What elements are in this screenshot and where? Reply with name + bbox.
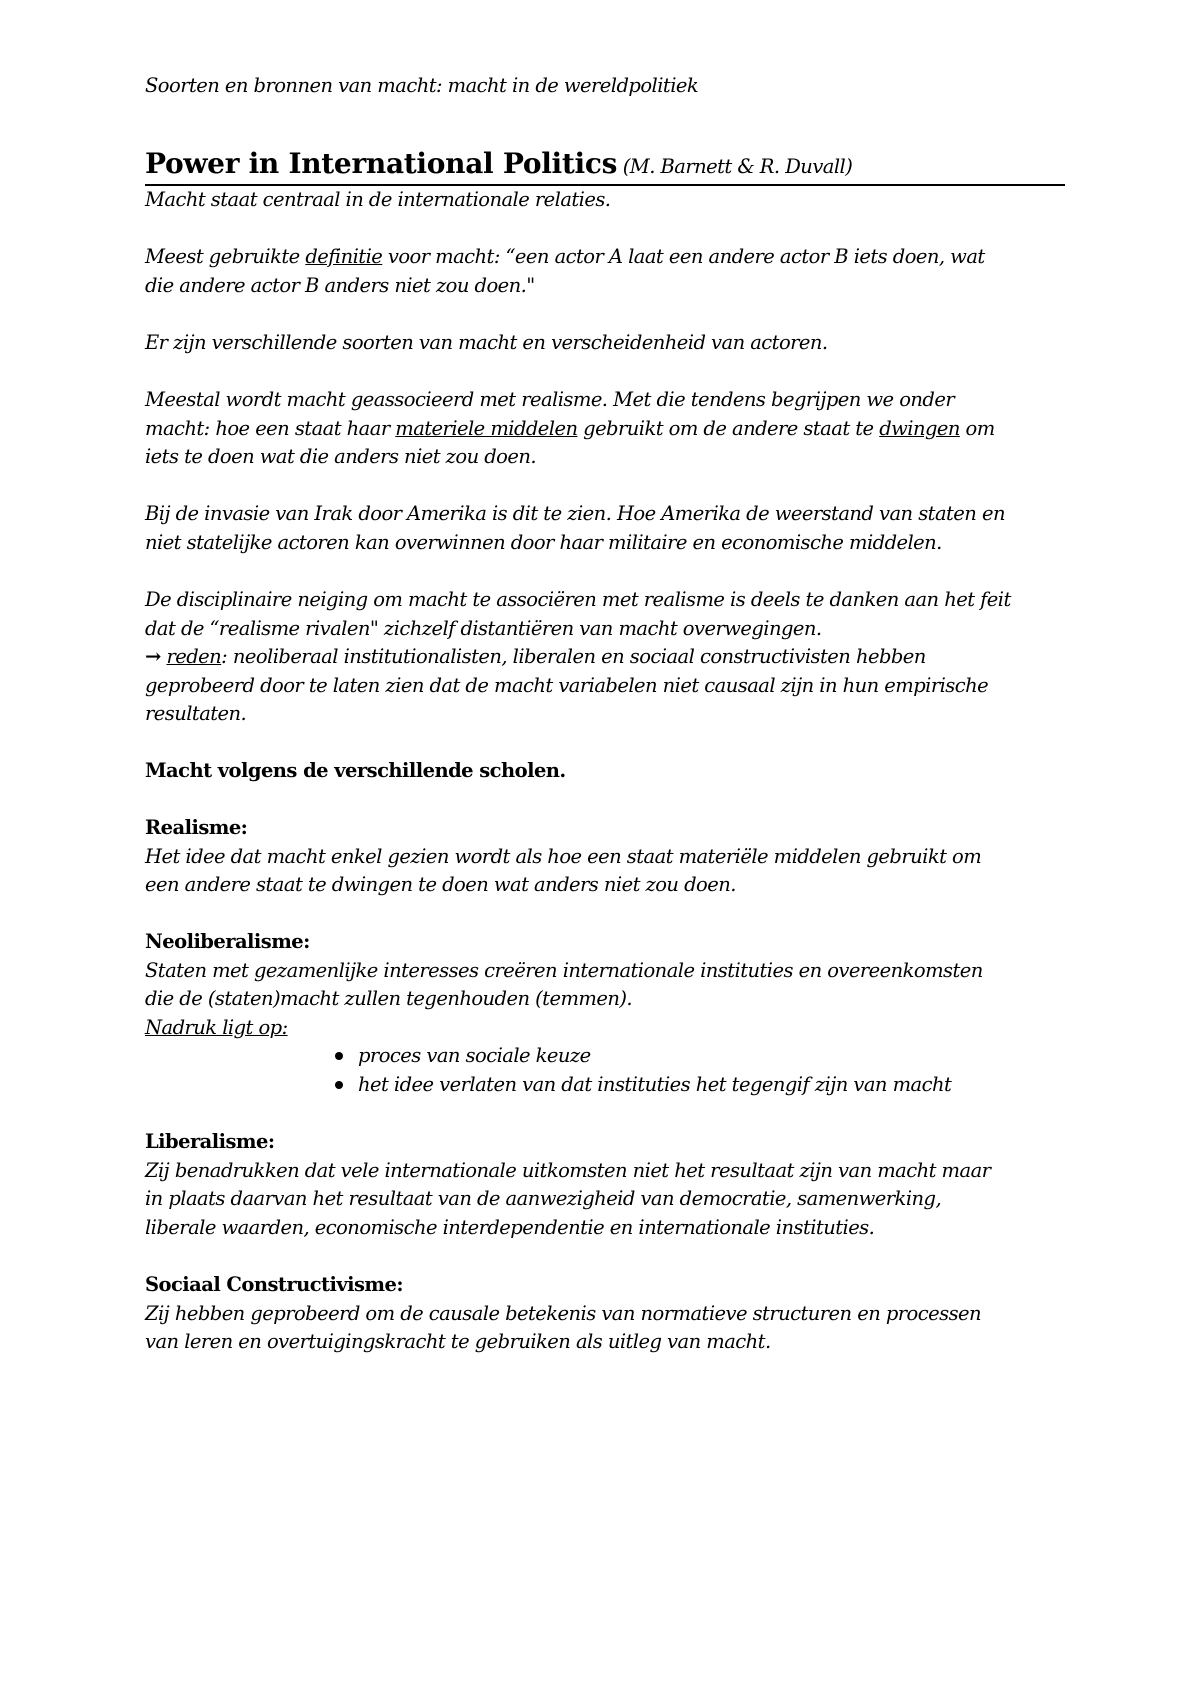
neoliberalism-line-1: Staten met gezamenlijke interesses creëren internationale instituties en overeenkomsten	[145, 958, 983, 982]
irak-line-1: Bij de invasie van Irak door Amerika is dit te zien. Hoe Amerika de weerstand van staten en	[145, 502, 1005, 525]
document-title	[145, 146, 1065, 186]
neoliberalism-line-2: die de (staten)macht zullen tegenhouden (temmen).	[145, 987, 633, 1011]
emphasis-label: Nadruk ligt op:	[145, 1015, 288, 1039]
arrow-icon: →	[145, 645, 161, 669]
discipline-line-1: De disciplinaire neiging om macht te associëren met realisme is deels te danken aan het feit	[145, 588, 1011, 611]
definition-paragraph	[145, 243, 1065, 300]
neoliberalism-bullet-list	[330, 1042, 1070, 1099]
neoliberalism-heading: Neoliberalisme:	[145, 930, 310, 953]
bullet-text: proces van sociale keuze	[358, 1044, 591, 1067]
liberalism-line-2: in plaats daarvan het resultaat van de aanwezigheid van democratie, samenwerking,	[145, 1187, 942, 1211]
title-authors: (M. Barnett & R. Duvall)	[622, 155, 853, 178]
liberalism-heading: Liberalisme:	[145, 1130, 275, 1153]
liberalism-line-3: liberale waarden, economische interdependentie en internationale instituties.	[145, 1215, 875, 1239]
discipline-line-3	[145, 643, 1065, 672]
constructivism-line-2: van leren en overtuigingskracht te gebruiken als uitleg van macht.	[145, 1330, 771, 1354]
realism-assoc-line-2a: macht: hoe een staat haar	[145, 416, 396, 440]
underlined-term-material: materiele middelen	[395, 416, 578, 440]
running-header: Soorten en bronnen van macht: macht in de wereldpolitiek	[145, 74, 699, 97]
section-realism	[145, 814, 1065, 900]
discipline-line-2: dat de “realisme rivalen" zichzelf distantiëren van macht overwegingen.	[145, 616, 822, 640]
definition-line-1-rest: voor macht: “een actor A laat een andere actor B iets doen, wat	[382, 245, 985, 268]
intro-text: Macht staat centraal in de internationale relaties.	[145, 188, 611, 211]
discipline-paragraph	[145, 586, 1065, 729]
constructivism-line-1: Zij hebben geprobeerd om de causale betekenis van normatieve structuren en processen	[145, 1301, 982, 1325]
realism-assoc-line-3: iets te doen wat die anders niet zou doen.	[145, 445, 537, 469]
reason-label: reden	[166, 645, 222, 669]
realism-assoc-line-1: Meestal wordt macht geassocieerd met realisme. Met die tendens begrijpen we onder	[145, 388, 955, 411]
schools-heading: Macht volgens de verschillende scholen.	[145, 759, 566, 782]
discipline-line-5: resultaten.	[145, 702, 247, 726]
list-item	[330, 1071, 1070, 1100]
discipline-line-4: geprobeerd door te laten zien dat de macht variabelen niet causaal zijn in hun empirische	[145, 673, 989, 697]
definition-pre: Meest gebruikte	[145, 245, 306, 268]
underlined-term-force: dwingen	[879, 416, 960, 440]
definition-term: definitie	[305, 245, 383, 268]
bullet-icon	[335, 1052, 343, 1060]
definition-line-2: die andere actor B anders niet zou doen."	[145, 273, 535, 297]
constructivism-heading: Sociaal Constructivisme:	[145, 1273, 404, 1296]
realism-assoc-line-2c: om	[959, 416, 995, 440]
irak-line-2: niet statelijke actoren kan overwinnen door haar militaire en economische middelen.	[145, 530, 942, 554]
section-neoliberalism	[145, 928, 1065, 1042]
section-liberalism	[145, 1128, 1065, 1242]
realism-assoc-paragraph	[145, 386, 1065, 472]
realism-heading: Realisme:	[145, 816, 248, 839]
bullet-text: het idee verlaten van dat instituties het tegengif zijn van macht	[358, 1072, 952, 1096]
kinds-text: Er zijn verschillende soorten van macht en verscheidenheid van actoren.	[145, 331, 828, 354]
realism-line-1: Het idee dat macht enkel gezien wordt als hoe een staat materiële middelen gebruikt om	[145, 844, 982, 868]
discipline-line-3-rest: : neoliberaal institutionalisten, liberalen en sociaal constructivisten hebben	[221, 645, 926, 669]
irak-paragraph	[145, 500, 1065, 557]
liberalism-line-1: Zij benadrukken dat vele internationale uitkomsten niet het resultaat zijn van macht maar	[145, 1158, 991, 1182]
title-main: Power in International Politics	[145, 147, 618, 180]
list-item	[330, 1042, 1070, 1071]
realism-line-2: een andere staat te dwingen te doen wat anders niet zou doen.	[145, 873, 736, 897]
section-constructivism	[145, 1271, 1065, 1357]
bullet-icon	[335, 1081, 343, 1089]
definition-line-1	[145, 243, 1065, 272]
realism-assoc-line-2	[145, 415, 1065, 444]
realism-assoc-line-2b: gebruikt om de andere staat te	[577, 416, 880, 440]
